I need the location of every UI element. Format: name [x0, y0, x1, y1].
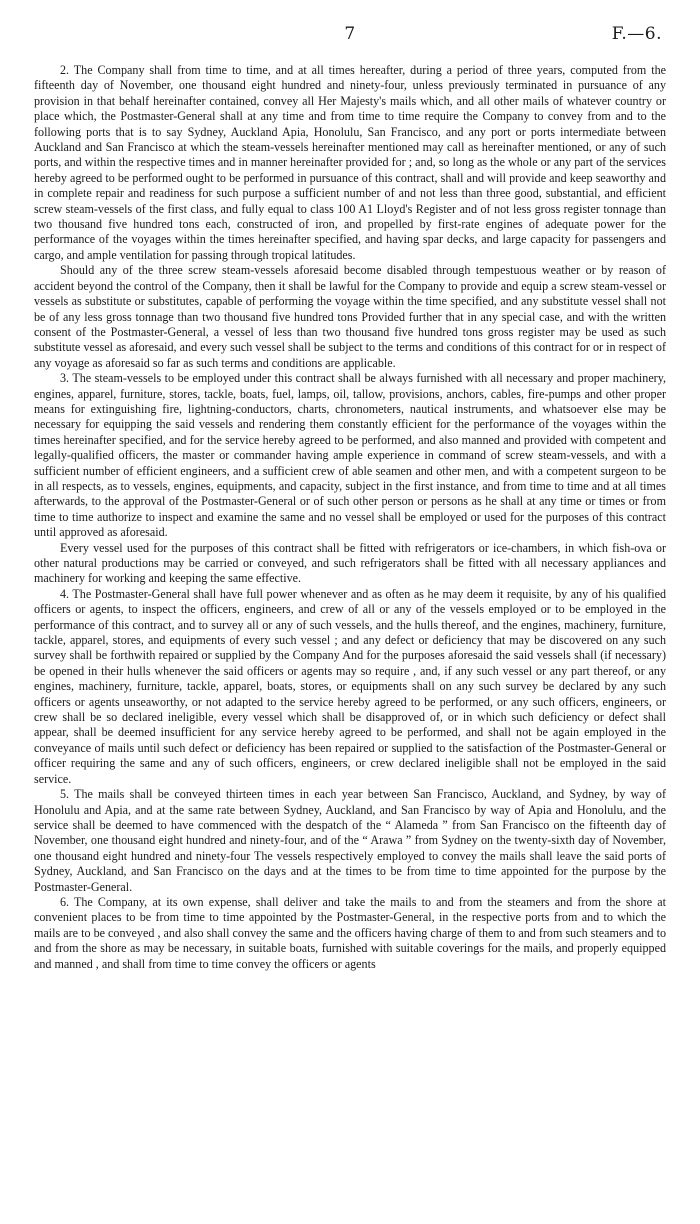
paragraph-refrigerators: Every vessel used for the purposes of this contract shall be fitted with refrigerators or ice-chambers, in which fish-ova or other natural productions may be carried or conveyed, and such refrigerators shall be fitted with all necessary appliances and machinery for working and keeping the same effective. [34, 540, 666, 586]
page-header [0, 24, 700, 48]
paragraph-clause-6: 6. The Company, at its own expense, shall deliver and take the mails to and from the steamers and from the shore at convenient places to be from time to time appointed by the Postmaster-General, in the respective ports from and to which the mails are to be conveyed , and also shall convey the same and the officers having charge of them to and from such steamers and to and from the shore as may be necessary, in suitable boats, furnished with suitable coverings for the mails, and properly equipped and manned , and shall from time to time convey the officers or agents [34, 894, 666, 971]
paragraph-clause-2: 2. The Company shall from time to time, and at all times hereafter, during a period of three years, computed from the fifteenth day of November, one thousand eight hundred and ninety-four, unless previously terminated in pursuance of any provision in that behalf hereinafter contained, convey all Her Majesty's mails which, and all other mails of whatever country or place which, the Postmaster-General shall at any time and from time to time require the Company to convey from and to the following ports that is to say Sydney, Auckland Apia, Honolulu, San Francisco, and any port or ports intermediate between Auckland and San Francisco at which the steam-vessels hereinafter mentioned may call as hereinafter mentioned, or any of such ports, and within the respective times and in manner hereinafter provided for ; and, so long as the whole or any part of the services hereby agreed to be performed ought to be performed in pursuance of this contract, shall and will provide and keep seaworthy and in complete repair and readiness for such purpose a sufficient number of and not less than three good, substantial, and efficient screw steam-vessels of the first class, and fully equal to class 100 A1 Lloyd's Register and of not less gross register tonnage than two thousand five hundred tons each, constructed of iron, and propelled by first-rate engines of adequate power for the performance of the voyages within the times hereinafter specified, and having spar decks, and large capacity for passengers and cargo, and ample ventilation for passing through tropical latitudes. [34, 63, 666, 262]
paragraph-clause-5: 5. The mails shall be conveyed thirteen times in each year between San Francisco, Auckland, and Sydney, by way of Honolulu and Apia, and at the same rate between Sydney, Auckland, and San Francisco by way of Apia and Honolulu, and the service shall be deemed to have commenced with the despatch of the “ Alameda ” from San Francisco on the fifteenth day of November, one thousand eight hundred and ninety-four, and of the “ Arawa ” from Sydney on the twenty-sixth day of November, one thousand eight hundred and ninety-four The vessels respectively employed to convey the mails shall leave the said ports of Sydney, Auckland, and San Francisco on the days and at the times to be from time to time appointed for the purpose by the Postmaster-General. [34, 787, 666, 894]
contract-body [34, 63, 666, 972]
paragraph-clause-3: 3. The steam-vessels to be employed under this contract shall be always furnished with all necessary and proper machinery, engines, apparel, furniture, stores, tackle, boats, fuel, lamps, oil, tallow, provisions, anchors, cables, fire-pumps and other proper means for extinguishing fire, lightning-conductors, charts, chronometers, nautical instruments, and whatsoever else may be necessary for equipping the said vessels and rendering them constantly efficient for the performance of the voyages within the times hereinafter specified, and for the service hereby agreed to be performed, and also manned and provided with competent and legally-qualified officers, the master or commander having ample experience in command of screw steam-vessels, and with a sufficient number of efficient engineers, and a sufficient crew of able seamen and other men, and with a competent surgeon to be in all respects, as to vessels, engines, equipments, and capacity, subject in the first instance, and from time to time and at all times afterwards, to the approval of the Postmaster-General or of such other person or persons as he shall at any time or times or from time to time authorize to inspect and examine the same and no vessel shall be employed or used for the purposes of this contract until approved as aforesaid. [34, 371, 666, 540]
paragraph-clause-4: 4. The Postmaster-General shall have full power whenever and as often as he may deem it requisite, by any of his qualified officers or agents, to inspect the officers, engineers, and crew of all or any of the vessels employed or to be employed in the performance of this contract, and to survey all or any of such vessels, and the hulls thereof, and the engines, machinery, furniture, tackle, apparel, stores, and equipments of every such vessel ; and any defect or deficiency that may be discovered on any such survey shall be forthwith repaired or supplied by the Company And for the purposes aforesaid the said vessels shall (if necessary) be opened in their hulls whenever the said officers or agents may so require , and, if any such vessel or any part thereof, or any engines, machinery, furniture, tackle, apparel, boats, stores, or equipments shall on any such survey be declared by any such officers or agents unseaworthy, or not adapted to the service hereby agreed to be performed, or any such officers, engineers, or crew shall be so declared ineligible, every vessel which shall be disapproved of, or in which such deficiency or defect shall appear, shall be deemed insufficient for any service hereby agreed to be performed, and shall not be again employed in the conveyance of mails until such defect or deficiency has been repaired or supplied to the satisfaction of the Postmaster-General or officer requiring the same and any of such officers, engineers, or crew declared ineligible shall not be employed in the said service. [34, 586, 666, 786]
document-reference: F.—6. [611, 24, 662, 44]
paragraph-substitute-vessels: Should any of the three screw steam-vessels aforesaid become disabled through tempestuous weather or by reason of accident beyond the control of the Company, then it shall be lawful for the Company to provide and equip a screw steam-vessel or vessels as substitute or substitutes, capable of performing the voyage within the time specified, and any substitute vessel shall not be of any less gross tonnage than two thousand five hundred tons Provided further that in any special case, and with the written consent of the Postmaster-General, a vessel of less than two thousand five hundred tons gross register may be used as such substitute vessel as aforesaid, and every such vessel shall be subject to the terms and conditions of this contract for or in respect of any voyage as aforesaid so far as such terms and conditions are applicable. [34, 263, 666, 370]
page-number: 7 [344, 24, 356, 44]
